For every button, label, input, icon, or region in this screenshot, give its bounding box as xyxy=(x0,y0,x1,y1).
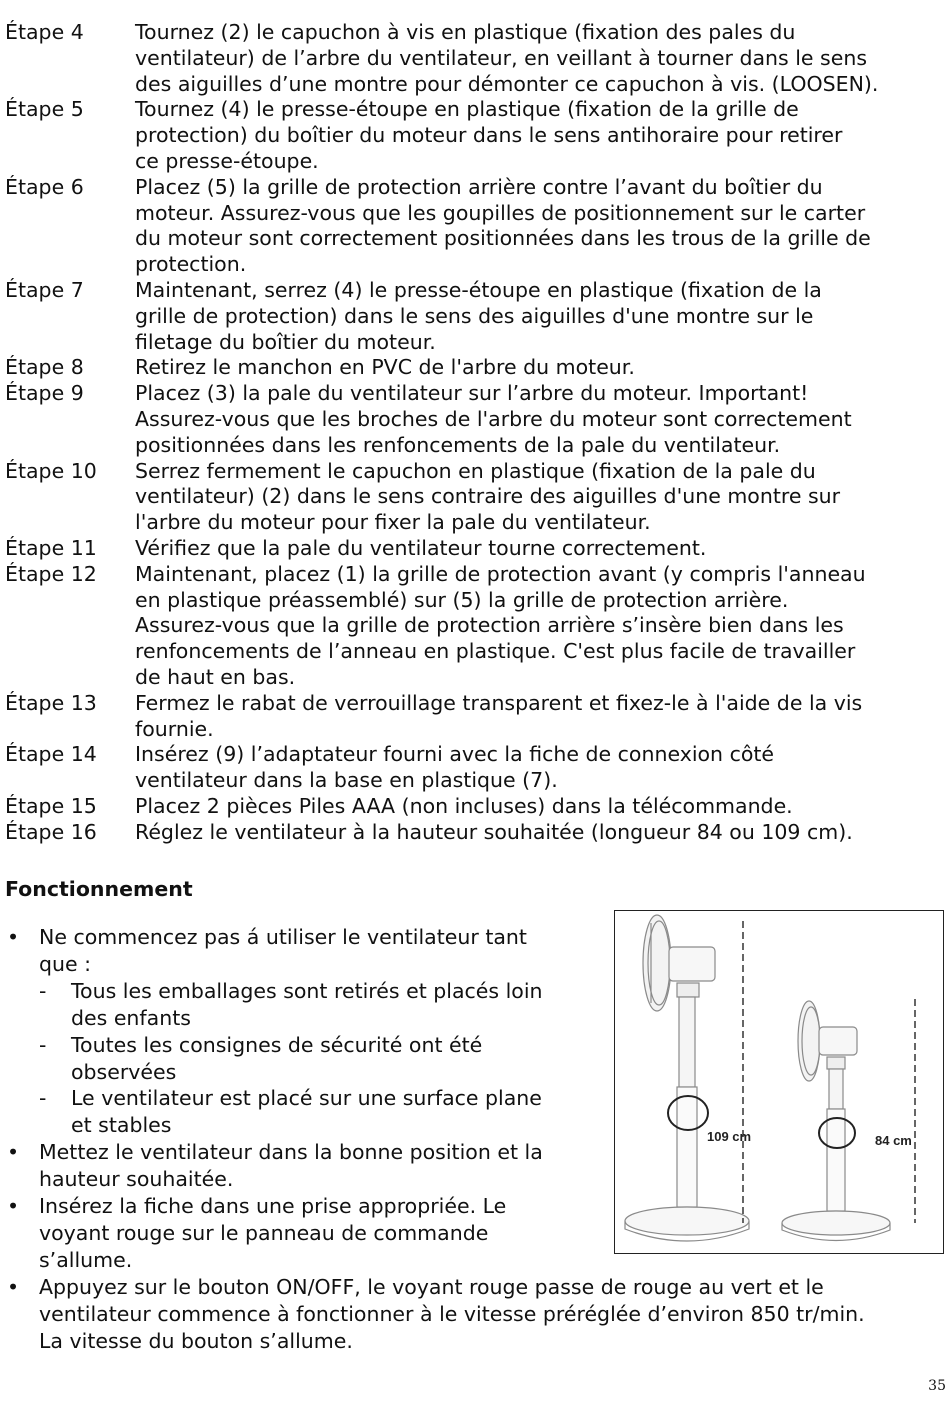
step-text: Placez 2 pièces Piles AAA (non incluses) dans la télécommande. xyxy=(135,793,793,818)
step-6 xyxy=(5,175,945,278)
step-text: Fermez le rabat de verrouillage transparent et fixez-le à l'aide de la vis fournie. xyxy=(135,690,863,741)
bullet-icon: • xyxy=(7,925,20,949)
step-15 xyxy=(5,794,945,820)
step-14 xyxy=(5,742,945,794)
dash-icon: - xyxy=(39,1086,47,1111)
step-16 xyxy=(5,820,945,846)
bullet-text: Ne commencez pas á utiliser le ventilateur tant que : xyxy=(39,925,527,976)
step-text: Maintenant, placez (1) la grille de protection avant (y compris l'anneau en plastique préassemblé) sur (5) la grille de protection arrière. Assurez-vous que la grille de protection arrière s’insère bien dans les renfoncements de l’anneau en plastique. C'est plus facile de travailler de haut en bas. xyxy=(135,561,866,689)
step-5 xyxy=(5,97,945,174)
step-8 xyxy=(5,355,945,381)
bullet-text: Appuyez sur le bouton ON/OFF, le voyant rouge passe de rouge au vert et le ventilateur commence à fonctionner à le vitesse préréglée d’environ 850 tr/min. La vitesse du bouton s’allume. xyxy=(39,1274,865,1353)
step-text: Maintenant, serrez (4) le presse-étoupe en plastique (fixation de la grille de protection) dans le sens des aiguilles d'une montre sur le filetage du boîtier du moteur. xyxy=(135,277,822,354)
step-label: Étape 4 xyxy=(5,20,84,44)
fan-illustration xyxy=(615,911,943,1253)
step-label: Étape 15 xyxy=(5,793,97,818)
step-10 xyxy=(5,459,945,536)
bullet-icon: • xyxy=(7,1194,20,1219)
step-13 xyxy=(5,691,945,743)
step-label: Étape 8 xyxy=(5,355,84,380)
dash-icon: - xyxy=(39,978,47,1003)
step-label: Étape 9 xyxy=(5,381,84,406)
step-label: Étape 11 xyxy=(5,535,97,560)
step-label: Étape 7 xyxy=(5,277,84,302)
step-12 xyxy=(5,562,945,691)
step-7 xyxy=(5,278,945,355)
bullet-icon: • xyxy=(7,1140,20,1165)
step-text: Retirez le manchon en PVC de l'arbre du moteur. xyxy=(135,355,635,380)
step-text: Placez (3) la pale du ventilateur sur l’arbre du moteur. Important! Assurez-vous que les broches de l'arbre du moteur sont correctement positionnées dans les renfoncements de la pale du ventilateur. xyxy=(135,381,852,457)
step-label: Étape 10 xyxy=(5,458,97,483)
page-number: 35 xyxy=(928,1378,946,1394)
step-4 xyxy=(5,20,945,97)
step-text: Serrez fermement le capuchon en plastique (fixation de la pale du ventilateur) (2) dans le sens contraire des aiguilles d'une montre sur l'arbre du moteur pour fixer la pale du ventilateur. xyxy=(135,458,841,535)
step-text: Placez (5) la grille de protection arrière contre l’avant du boîtier du moteur. Assurez-vous que les goupilles de positionnement sur le carter du moteur sont correctement positionnées dans les trous de la grille de protection. xyxy=(135,174,871,277)
step-label: Étape 14 xyxy=(5,742,97,767)
dash-icon: - xyxy=(39,1032,47,1057)
step-label: Étape 12 xyxy=(5,561,97,586)
sub-text: Tous les emballages sont retirés et placés loin des enfants xyxy=(71,978,543,1030)
bullet-text: Insérez la fiche dans une prise appropriée. Le voyant rouge sur le panneau de commande s’allume. xyxy=(39,1194,507,1272)
bullet-icon: • xyxy=(7,1274,20,1299)
step-text: Vérifiez que la pale du ventilateur tourne correctement. xyxy=(135,535,707,560)
step-label: Étape 13 xyxy=(5,690,97,715)
height-label-short: 84 cm xyxy=(875,1133,912,1148)
step-text: Tournez (4) le presse-étoupe en plastique (fixation de la grille de protection) du boîtier du moteur dans le sens antihoraire pour retirer ce presse-étoupe. xyxy=(135,97,843,173)
bullet-text: Mettez le ventilateur dans la bonne position et la hauteur souhaitée. xyxy=(39,1140,543,1192)
step-9 xyxy=(5,381,945,458)
list-item xyxy=(5,1274,945,1355)
step-text: Réglez le ventilateur à la hauteur souhaitée (longueur 84 ou 109 cm). xyxy=(135,819,853,844)
step-text: Tournez (2) le capuchon à vis en plastique (fixation des pales du ventilateur) de l’arbre du ventilateur, en veillant à tourner dans le sens des aiguilles d’une montre pour démonter ce capuchon à vis. (LOOSEN). xyxy=(135,20,879,96)
sub-text: Toutes les consignes de sécurité ont été observées xyxy=(71,1032,483,1084)
assembly-steps xyxy=(5,20,945,846)
step-label: Étape 16 xyxy=(5,819,97,844)
step-text: Insérez (9) l’adaptateur fourni avec la fiche de connexion côté ventilateur dans la base en plastique (7). xyxy=(135,742,775,793)
section-title: Fonctionnement xyxy=(5,877,193,901)
step-11 xyxy=(5,536,945,562)
height-label-tall: 109 cm xyxy=(707,1129,752,1144)
fan-height-figure xyxy=(614,910,944,1254)
sub-text: Le ventilateur est placé sur une surface plane et stables xyxy=(71,1086,542,1138)
step-label: Étape 6 xyxy=(5,174,84,199)
step-label: Étape 5 xyxy=(5,97,84,122)
